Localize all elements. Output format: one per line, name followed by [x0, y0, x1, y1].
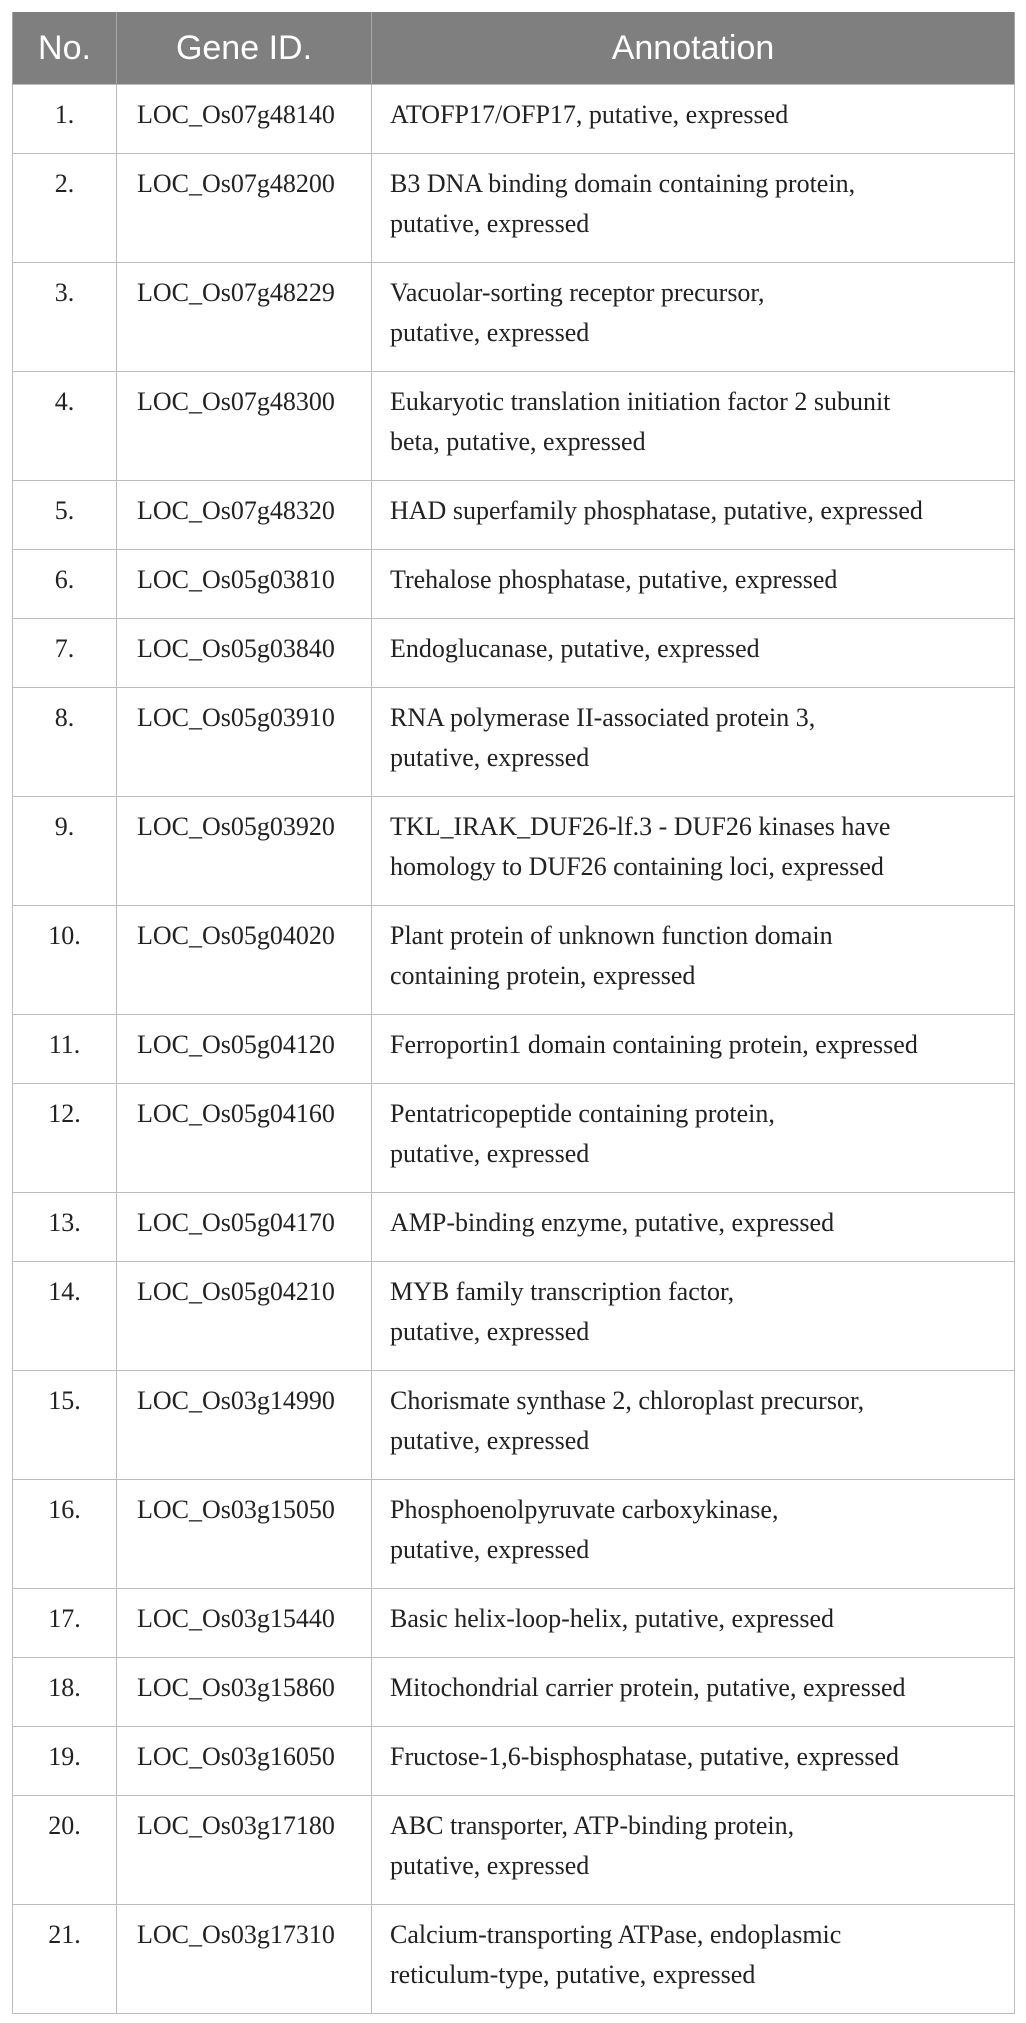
annotation-line: putative, expressed	[390, 318, 590, 347]
table-row	[13, 263, 1015, 372]
annotation-line: MYB family transcription factor,	[390, 1277, 735, 1306]
annotation-cell	[372, 688, 1015, 797]
gene-id-cell: LOC_Os07g48300	[117, 372, 372, 481]
annotation-cell	[372, 154, 1015, 263]
table-row	[13, 1905, 1015, 2014]
row-number-cell: 8.	[13, 688, 117, 797]
table-row	[13, 1193, 1015, 1262]
annotation-line: ABC transporter, ATP-binding protein,	[390, 1811, 795, 1840]
row-number-cell: 9.	[13, 797, 117, 906]
annotation-cell	[372, 1658, 1015, 1727]
annotation-cell	[372, 263, 1015, 372]
annotation-cell	[372, 1193, 1015, 1262]
row-number-cell: 5.	[13, 481, 117, 550]
row-number-cell: 2.	[13, 154, 117, 263]
annotation-cell	[372, 797, 1015, 906]
annotation-line: Ferroportin1 domain containing protein, expressed	[390, 1030, 918, 1059]
column-header-annotation: Annotation	[372, 12, 1015, 85]
annotation-line: Eukaryotic translation initiation factor 2 subunit	[390, 387, 891, 416]
annotation-line: RNA polymerase II-associated protein 3,	[390, 703, 816, 732]
annotation-line: Basic helix-loop-helix, putative, expressed	[390, 1604, 835, 1633]
column-header-gene-id: Gene ID.	[117, 12, 372, 85]
annotation-line: Calcium-transporting ATPase, endoplasmic	[390, 1920, 842, 1949]
annotation-line: Vacuolar-sorting receptor precursor,	[390, 278, 765, 307]
annotation-line: reticulum-type, putative, expressed	[390, 1960, 756, 1989]
gene-id-cell: LOC_Os03g15050	[117, 1480, 372, 1589]
gene-id-cell: LOC_Os05g03810	[117, 550, 372, 619]
gene-annotation-table-container	[12, 12, 1014, 2014]
annotation-cell	[372, 1084, 1015, 1193]
annotation-line: putative, expressed	[390, 209, 590, 238]
annotation-line: Fructose-1,6-bisphosphatase, putative, expressed	[390, 1742, 900, 1771]
annotation-cell	[372, 1589, 1015, 1658]
annotation-cell	[372, 906, 1015, 1015]
table-row	[13, 1658, 1015, 1727]
gene-id-cell: LOC_Os05g04020	[117, 906, 372, 1015]
annotation-cell	[372, 619, 1015, 688]
gene-id-cell: LOC_Os03g17310	[117, 1905, 372, 2014]
annotation-cell	[372, 1262, 1015, 1371]
annotation-line: putative, expressed	[390, 1139, 590, 1168]
annotation-line: beta, putative, expressed	[390, 427, 646, 456]
gene-id-cell: LOC_Os05g03840	[117, 619, 372, 688]
table-row	[13, 154, 1015, 263]
annotation-line: Phosphoenolpyruvate carboxykinase,	[390, 1495, 779, 1524]
table-header	[13, 12, 1015, 85]
row-number-cell: 15.	[13, 1371, 117, 1480]
row-number-cell: 3.	[13, 263, 117, 372]
row-number-cell: 10.	[13, 906, 117, 1015]
row-number-cell: 12.	[13, 1084, 117, 1193]
annotation-line: TKL_IRAK_DUF26-lf.3 - DUF26 kinases have	[390, 812, 891, 841]
table-row	[13, 797, 1015, 906]
annotation-line: HAD superfamily phosphatase, putative, expressed	[390, 496, 923, 525]
gene-id-cell: LOC_Os07g48200	[117, 154, 372, 263]
table-row	[13, 550, 1015, 619]
annotation-line: putative, expressed	[390, 1851, 590, 1880]
annotation-cell	[372, 372, 1015, 481]
annotation-line: ATOFP17/OFP17, putative, expressed	[390, 100, 789, 129]
annotation-cell	[372, 1371, 1015, 1480]
gene-id-cell: LOC_Os07g48229	[117, 263, 372, 372]
gene-id-cell: LOC_Os05g03910	[117, 688, 372, 797]
table-row	[13, 85, 1015, 154]
annotation-cell	[372, 1905, 1015, 2014]
annotation-line: putative, expressed	[390, 1426, 590, 1455]
row-number-cell: 20.	[13, 1796, 117, 1905]
row-number-cell: 7.	[13, 619, 117, 688]
table-row	[13, 1015, 1015, 1084]
gene-id-cell: LOC_Os03g14990	[117, 1371, 372, 1480]
row-number-cell: 21.	[13, 1905, 117, 2014]
row-number-cell: 18.	[13, 1658, 117, 1727]
table-body	[13, 85, 1015, 2014]
annotation-line: AMP-binding enzyme, putative, expressed	[390, 1208, 835, 1237]
gene-id-cell: LOC_Os03g15860	[117, 1658, 372, 1727]
row-number-cell: 17.	[13, 1589, 117, 1658]
table-row	[13, 1084, 1015, 1193]
table-row	[13, 688, 1015, 797]
table-row	[13, 906, 1015, 1015]
gene-id-cell: LOC_Os07g48140	[117, 85, 372, 154]
row-number-cell: 19.	[13, 1727, 117, 1796]
row-number-cell: 13.	[13, 1193, 117, 1262]
table-row	[13, 372, 1015, 481]
row-number-cell: 14.	[13, 1262, 117, 1371]
row-number-cell: 4.	[13, 372, 117, 481]
annotation-line: Endoglucanase, putative, expressed	[390, 634, 760, 663]
annotation-line: homology to DUF26 containing loci, expressed	[390, 852, 884, 881]
table-row	[13, 481, 1015, 550]
row-number-cell: 11.	[13, 1015, 117, 1084]
gene-id-cell: LOC_Os05g04170	[117, 1193, 372, 1262]
column-header-no: No.	[13, 12, 117, 85]
gene-annotation-table	[12, 12, 1015, 2014]
annotation-line: containing protein, expressed	[390, 961, 696, 990]
annotation-line: Mitochondrial carrier protein, putative, expressed	[390, 1673, 906, 1702]
annotation-cell	[372, 550, 1015, 619]
annotation-line: putative, expressed	[390, 1317, 590, 1346]
annotation-line: putative, expressed	[390, 1535, 590, 1564]
table-row	[13, 1371, 1015, 1480]
annotation-line: Pentatricopeptide containing protein,	[390, 1099, 775, 1128]
header-row	[13, 12, 1015, 85]
annotation-line: B3 DNA binding domain containing protein,	[390, 169, 856, 198]
table-row	[13, 619, 1015, 688]
annotation-cell	[372, 481, 1015, 550]
table-row	[13, 1727, 1015, 1796]
gene-id-cell: LOC_Os07g48320	[117, 481, 372, 550]
annotation-cell	[372, 1480, 1015, 1589]
annotation-cell	[372, 1796, 1015, 1905]
annotation-cell	[372, 85, 1015, 154]
gene-id-cell: LOC_Os03g15440	[117, 1589, 372, 1658]
annotation-line: Trehalose phosphatase, putative, expressed	[390, 565, 838, 594]
table-row	[13, 1589, 1015, 1658]
annotation-cell	[372, 1015, 1015, 1084]
gene-id-cell: LOC_Os03g16050	[117, 1727, 372, 1796]
row-number-cell: 6.	[13, 550, 117, 619]
gene-id-cell: LOC_Os05g04160	[117, 1084, 372, 1193]
annotation-line: Plant protein of unknown function domain	[390, 921, 833, 950]
row-number-cell: 16.	[13, 1480, 117, 1589]
gene-id-cell: LOC_Os05g03920	[117, 797, 372, 906]
gene-id-cell: LOC_Os05g04210	[117, 1262, 372, 1371]
table-row	[13, 1796, 1015, 1905]
gene-id-cell: LOC_Os03g17180	[117, 1796, 372, 1905]
annotation-line: Chorismate synthase 2, chloroplast precursor,	[390, 1386, 865, 1415]
annotation-cell	[372, 1727, 1015, 1796]
table-row	[13, 1262, 1015, 1371]
gene-id-cell: LOC_Os05g04120	[117, 1015, 372, 1084]
annotation-line: putative, expressed	[390, 743, 590, 772]
table-row	[13, 1480, 1015, 1589]
row-number-cell: 1.	[13, 85, 117, 154]
